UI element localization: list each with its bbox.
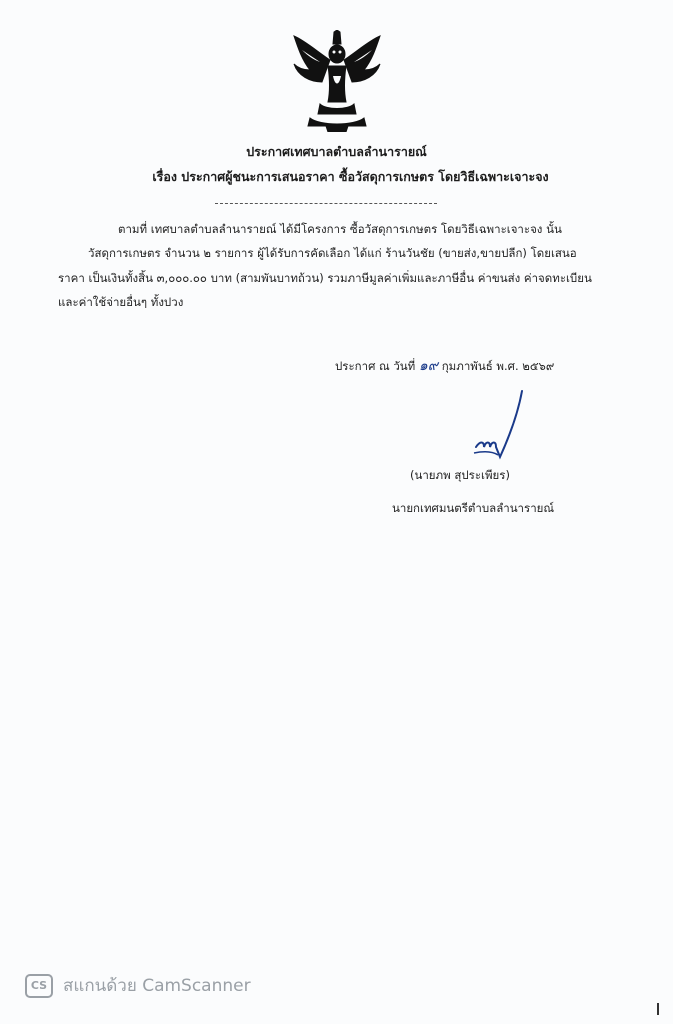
body-line-3: ราคา เป็นเงินทั้งสิ้น ๓,๐๐๐.๐๐ บาท (สามพันบาทถ้วน) รวมภาษีมูลค่าเพิ่มและภาษีอื่น ค่าขนส่ง ค่าจดทะเบียน — [58, 271, 592, 285]
body-line-4: และค่าใช้จ่ายอื่นๆ ทั้งปวง — [58, 295, 184, 309]
document-subject: เรื่อง ประกาศผู้ชนะการเสนอราคา ซื้อวัสดุการเกษตร โดยวิธีเฉพาะเจาะจง — [152, 169, 549, 184]
watermark-text: สแกนด้วย CamScanner — [63, 976, 251, 996]
page-edge-mark — [657, 1003, 659, 1015]
body-line-1: ตามที่ เทศบาลตำบลลำนารายณ์ ได้มีโครงการ ซื้อวัสดุการเกษตร โดยวิธีเฉพาะเจาะจง นั้น — [118, 222, 562, 236]
announcement-date — [335, 355, 554, 377]
signer-name: (นายภพ สุประเพียร) — [410, 468, 510, 482]
scanner-watermark — [25, 972, 251, 999]
signature-mark — [470, 385, 530, 465]
body-line-2: วัสดุการเกษตร จำนวน ๒ รายการ ผู้ได้รับการคัดเลือก ได้แก่ ร้านวันชัย (ขายส่ง,ขายปลีก) โดยเสนอ — [88, 246, 577, 260]
camscanner-logo-icon: CS — [25, 974, 53, 998]
date-prefix: ประกาศ ณ วันที่ — [335, 359, 416, 373]
date-day-handwritten: ๑๙ — [418, 358, 439, 374]
garuda-emblem-icon — [290, 30, 384, 132]
document-title: ประกาศเทศบาลตำบลลำนารายณ์ — [246, 144, 427, 159]
divider-line — [215, 203, 437, 204]
date-month-year: กุมภาพันธ์ พ.ศ. ๒๕๖๙ — [441, 359, 555, 373]
signer-position: นายกเทศมนตรีตำบลลำนารายณ์ — [392, 501, 555, 515]
